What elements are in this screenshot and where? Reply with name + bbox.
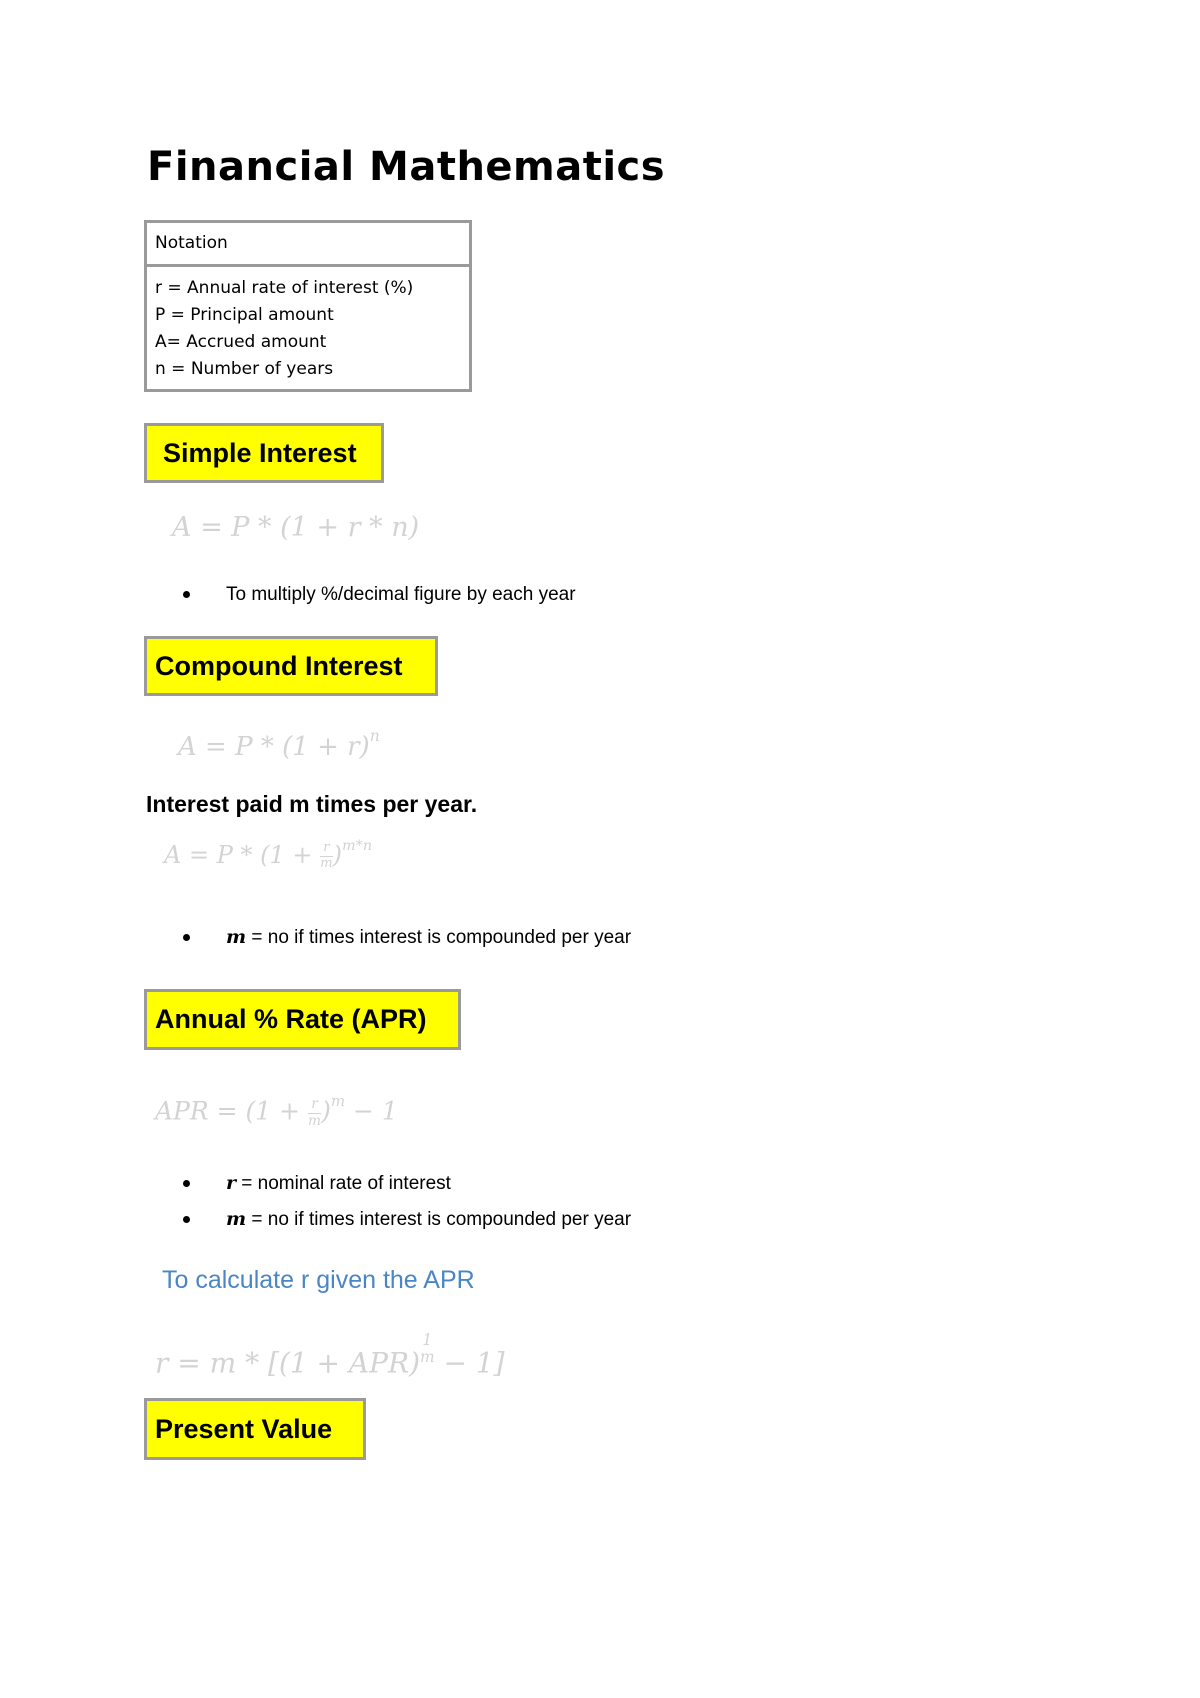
fraction-numerator: r <box>323 840 330 856</box>
apr-calc-formula <box>155 1332 505 1380</box>
formula-fraction <box>320 841 333 871</box>
notation-line: n = Number of years <box>155 359 334 379</box>
notation-line: P = Principal amount <box>155 305 334 325</box>
apr-calc-heading: To calculate r given the APR <box>162 1266 475 1294</box>
bullet-icon <box>183 591 190 598</box>
bullet-variable: m <box>226 1208 247 1230</box>
notation-line: A= Accrued amount <box>155 332 327 352</box>
formula-exponent: m <box>330 1092 346 1110</box>
apr-formula <box>155 1092 398 1129</box>
simple-interest-bullet <box>183 584 576 606</box>
formula-exponent-fraction <box>420 1332 435 1366</box>
formula-right: − 1] <box>434 1346 505 1380</box>
fraction-denominator: m <box>308 1112 322 1129</box>
notation-line: r = Annual rate of interest (%) <box>155 278 414 298</box>
fraction-numerator: 1 <box>422 1331 433 1349</box>
formula-base: A = P * (1 + r) <box>178 732 370 763</box>
bullet-icon <box>183 1180 190 1187</box>
fraction-denominator: m <box>320 855 333 871</box>
compound-interest-heading: Compound Interest <box>144 636 438 696</box>
formula-exponent: m*n <box>342 838 373 854</box>
bullet-text: = no if times interest is compounded per year <box>246 927 632 948</box>
bullet-text: To multiply %/decimal figure by each year <box>226 584 576 605</box>
compound-m-formula <box>164 838 372 871</box>
present-value-heading: Present Value <box>144 1398 366 1460</box>
bullet-text: = no if times interest is compounded per year <box>246 1209 632 1230</box>
bullet-variable: r <box>226 1172 237 1194</box>
apr-bullet <box>183 1208 631 1231</box>
formula-right: ) <box>332 840 342 869</box>
apr-heading: Annual % Rate (APR) <box>144 989 461 1050</box>
formula-left: r = m * [(1 + APR) <box>155 1346 420 1380</box>
compound-subheading: Interest paid m times per year. <box>146 791 478 817</box>
bullet-icon <box>183 1216 190 1223</box>
formula-left: A = P * (1 + <box>164 840 321 869</box>
compound-bullet <box>183 926 631 949</box>
apr-bullet <box>183 1172 451 1195</box>
simple-interest-heading: Simple Interest <box>144 423 384 483</box>
formula-exponent: n <box>369 727 380 745</box>
bullet-variable: m <box>226 926 247 948</box>
simple-interest-formula: A = P * (1 + r * n) <box>172 512 420 543</box>
bullet-text: = nominal rate of interest <box>236 1173 451 1194</box>
notation-body <box>147 267 469 389</box>
bullet-icon <box>183 934 190 941</box>
notation-box <box>144 220 472 392</box>
page-title: Financial Mathematics <box>147 144 666 190</box>
compound-interest-formula <box>178 727 380 762</box>
notation-header: Notation <box>147 223 469 267</box>
formula-right: ) <box>321 1096 331 1126</box>
formula-tail: − 1 <box>345 1096 398 1126</box>
formula-left: APR = (1 + <box>155 1096 309 1126</box>
fraction-numerator: r <box>311 1096 318 1113</box>
formula-fraction <box>308 1097 321 1128</box>
fraction-denominator: m <box>420 1347 435 1366</box>
